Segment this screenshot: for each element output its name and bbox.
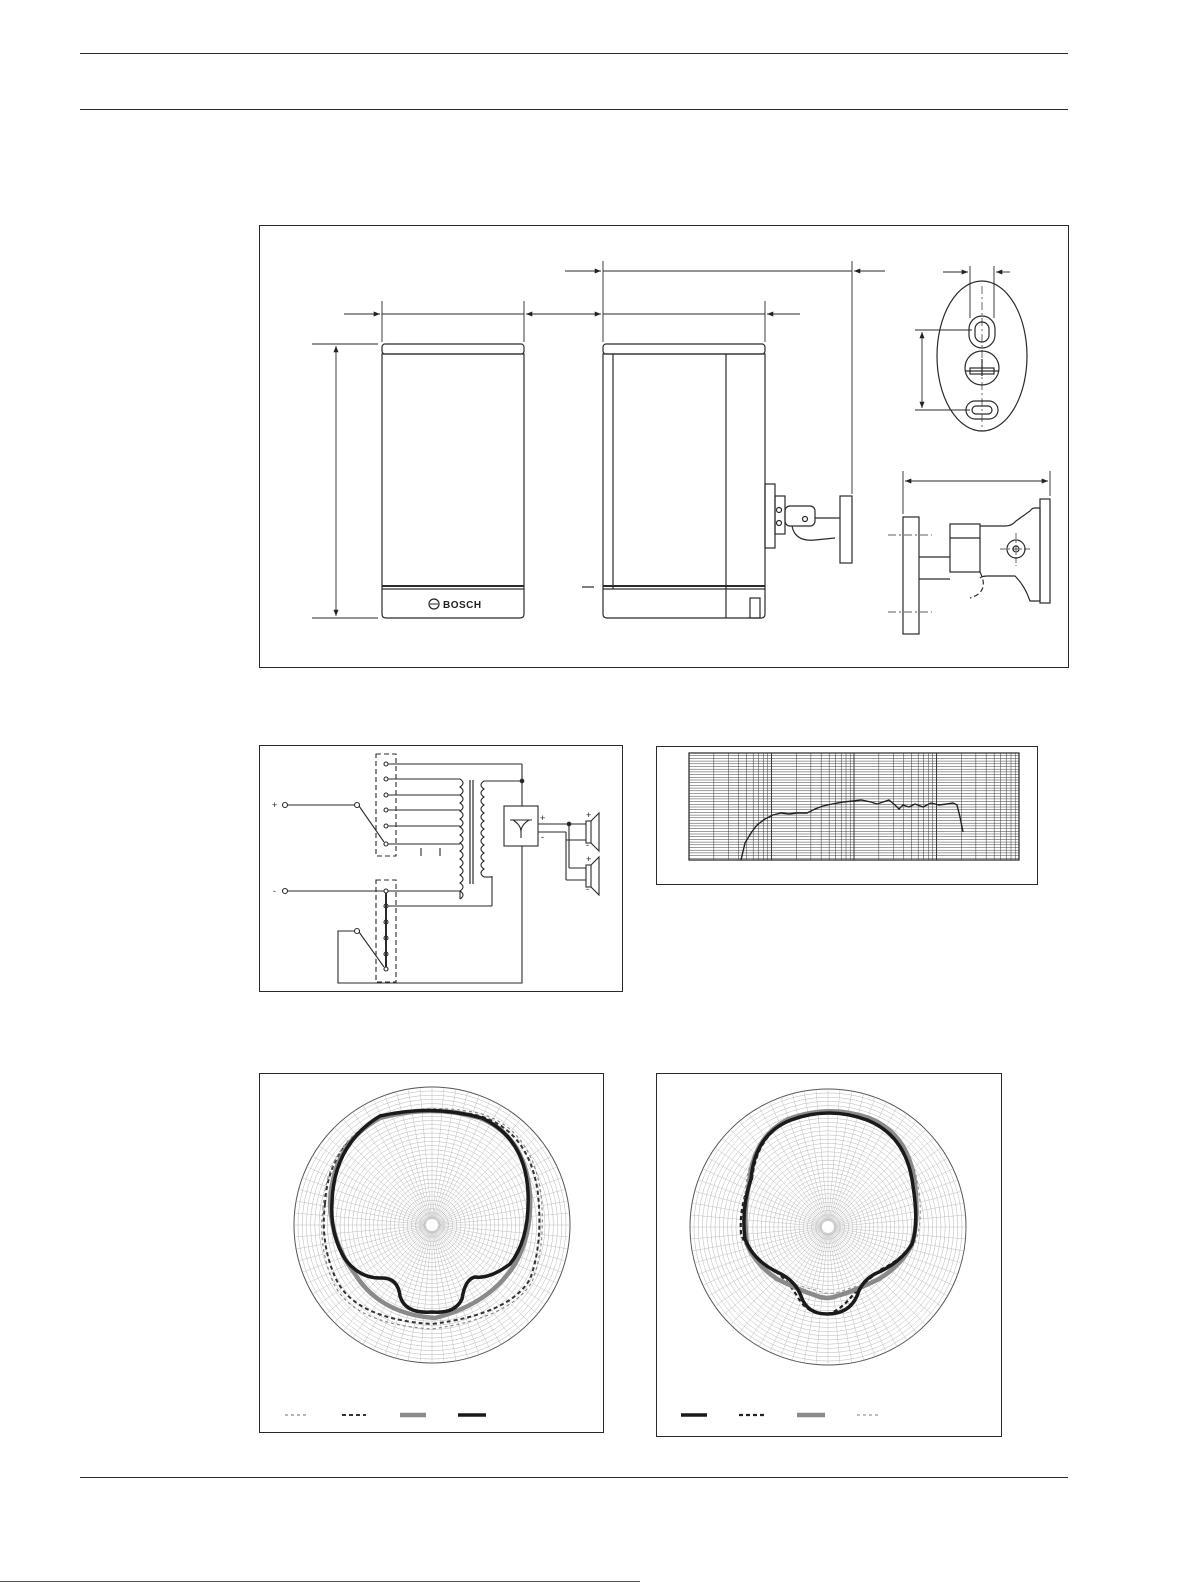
side-bracket-plate xyxy=(765,484,775,548)
speaker-2-minus-label: - xyxy=(586,884,589,894)
wiring-diagram-panel xyxy=(259,745,623,992)
page-edge-rule xyxy=(0,1581,640,1582)
speaker-2-plus-label: + xyxy=(586,854,592,864)
upper-terminal-block xyxy=(376,754,396,856)
header-rule-bottom xyxy=(80,109,1068,110)
transformer-primary-coil xyxy=(460,779,463,899)
polar2-curve-black xyxy=(744,1113,916,1314)
side-cabinet-body xyxy=(603,354,765,589)
crossover-plus-label: + xyxy=(540,813,546,823)
polar-plot-1 xyxy=(260,1074,605,1434)
side-cabinet-top-cap xyxy=(603,344,765,354)
bosch-logo-text: BOSCH xyxy=(443,600,482,611)
front-cabinet-body xyxy=(382,354,524,589)
transformer-secondary-coil xyxy=(481,781,484,877)
upper-taps xyxy=(384,762,388,846)
dimension-drawing-panel xyxy=(259,225,1069,668)
input-minus-label: - xyxy=(273,886,276,896)
side-cabinet-base xyxy=(603,589,765,618)
polar-grid-2 xyxy=(690,1089,966,1365)
front-cabinet-top-cap xyxy=(382,344,524,354)
bracket-detail-wall-plate xyxy=(903,517,919,634)
dimension-drawing xyxy=(260,226,1070,669)
crossover-filter xyxy=(504,806,538,846)
header-rule-top xyxy=(80,53,1068,54)
speaker-1-minus-label: - xyxy=(586,840,589,850)
frequency-response-curve xyxy=(741,800,963,860)
footer-rule xyxy=(80,1477,1068,1478)
polar-plot-panel-vertical xyxy=(656,1073,1002,1437)
crossover-minus-label: - xyxy=(541,832,544,842)
polar-plot-panel-horizontal xyxy=(259,1073,604,1433)
wiring-diagram xyxy=(260,746,624,993)
frequency-response-plot xyxy=(657,747,1039,886)
speaker-1-plus-label: + xyxy=(586,810,592,820)
polar-plot-2 xyxy=(657,1074,1003,1438)
side-wall-plate xyxy=(840,496,852,563)
input-plus-label: + xyxy=(272,800,278,810)
frequency-response-panel xyxy=(656,746,1038,885)
